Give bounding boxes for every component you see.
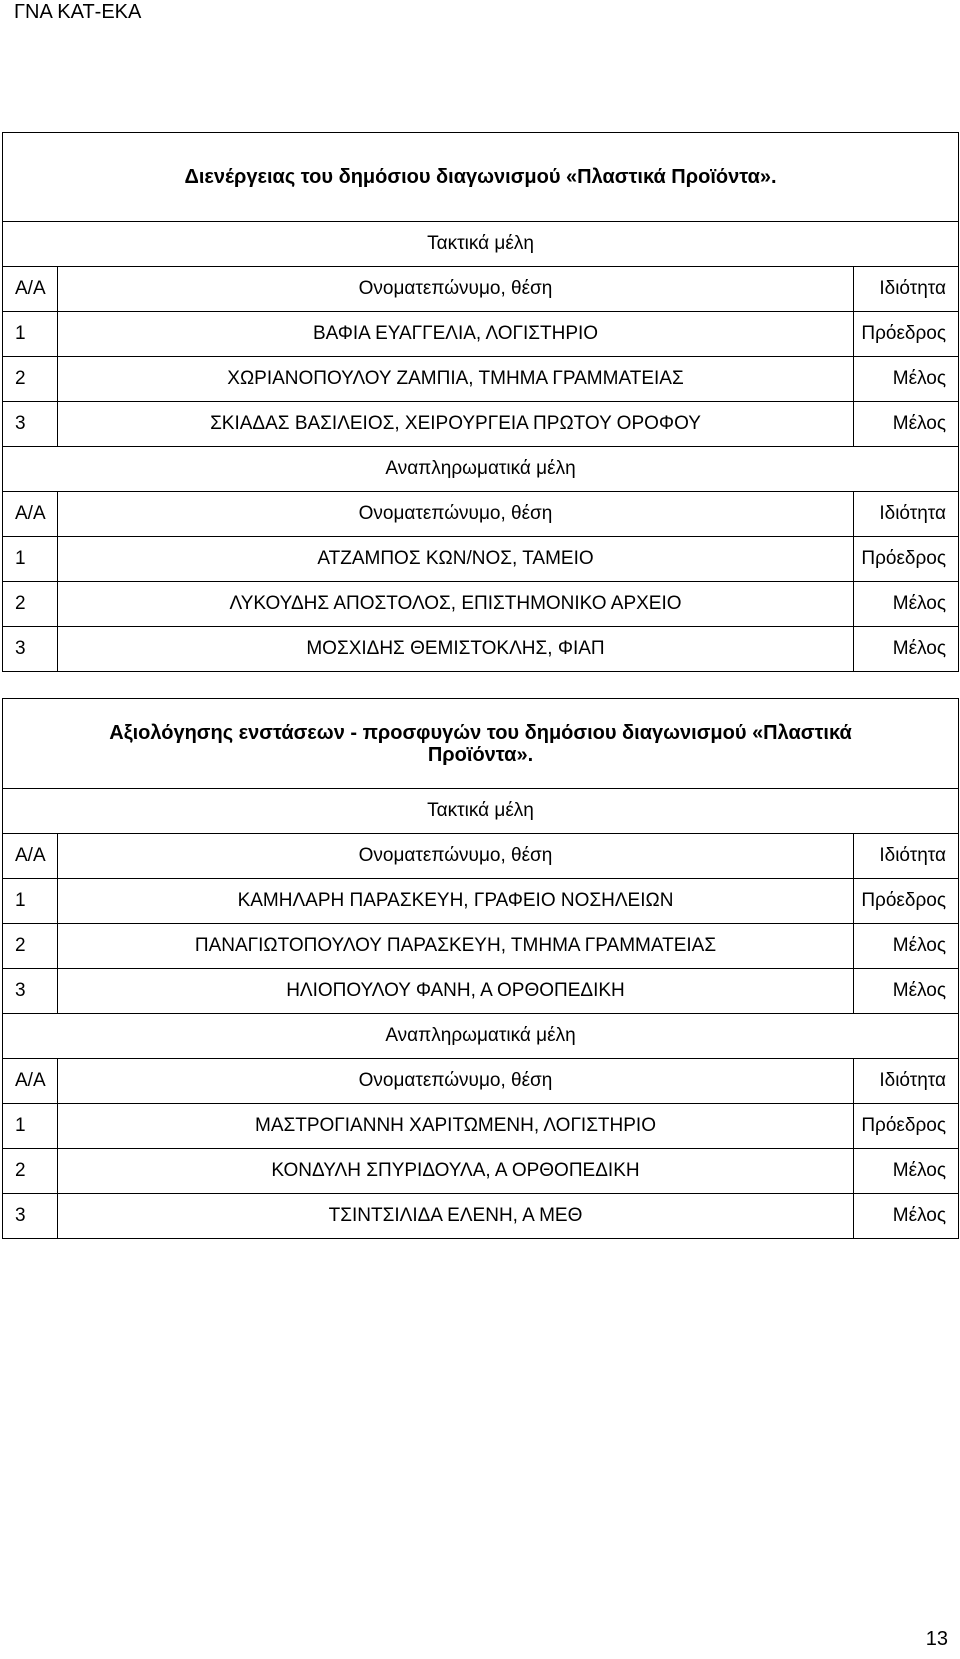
table-title-row [3,699,959,789]
column-header-row [3,492,959,537]
member-name: ΚΑΜΗΛΑΡΗ ΠΑΡΑΣΚΕΥΗ, ΓΡΑΦΕΙΟ ΝΟΣΗΛΕΙΩΝ [58,879,854,924]
column-header-row [3,834,959,879]
table-row [3,627,959,672]
member-num: 2 [3,357,58,402]
member-num: 1 [3,537,58,582]
table-row [3,537,959,582]
table-row [3,357,959,402]
member-num: 3 [3,627,58,672]
section-label-regular: Τακτικά μέλη [3,789,959,834]
table-title [3,699,959,789]
member-role: Μέλος [854,924,959,969]
member-name: ΠΑΝΑΓΙΩΤΟΠΟΥΛΟΥ ΠΑΡΑΣΚΕΥΗ, ΤΜΗΜΑ ΓΡΑΜΜΑΤΕΙΑΣ [58,924,854,969]
column-header-role: Ιδιότητα [854,267,959,312]
member-role: Μέλος [854,402,959,447]
table-row [3,924,959,969]
table-row [3,312,959,357]
member-name: ΛΥΚΟΥΔΗΣ ΑΠΟΣΤΟΛΟΣ, ΕΠΙΣΤΗΜΟΝΙΚΟ ΑΡΧΕΙΟ [58,582,854,627]
member-num: 1 [3,879,58,924]
column-header-name: Ονοματεπώνυμο, θέση [58,834,854,879]
section-row-regular [3,789,959,834]
page-header: ΓΝΑ ΚΑΤ-ΕΚΑ [14,1,142,23]
table-row [3,969,959,1014]
section-label-alternate: Αναπληρωματικά μέλη [3,1014,959,1059]
member-name: ΑΤΖΑΜΠΟΣ ΚΩΝ/ΝΟΣ, ΤΑΜΕΙΟ [58,537,854,582]
member-role: Μέλος [854,582,959,627]
member-name: ΣΚΙΑΔΑΣ ΒΑΣΙΛΕΙΟΣ, ΧΕΙΡΟΥΡΓΕΙΑ ΠΡΩΤΟΥ ΟΡΟΦΟΥ [58,402,854,447]
member-name: ΚΟΝΔΥΛΗ ΣΠΥΡΙΔΟΥΛΑ, Α ΟΡΘΟΠΕΔΙΚΗ [58,1149,854,1194]
member-num: 2 [3,582,58,627]
member-role: Πρόεδρος [854,879,959,924]
section-row-alternate [3,1014,959,1059]
column-header-name: Ονοματεπώνυμο, θέση [58,267,854,312]
table-row [3,402,959,447]
column-header-num: Α/Α [3,834,58,879]
section-row-regular [3,222,959,267]
column-header-role: Ιδιότητα [854,492,959,537]
member-name: ΜΟΣΧΙΔΗΣ ΘΕΜΙΣΤΟΚΛΗΣ, ΦΙΑΠ [58,627,854,672]
table-row [3,879,959,924]
table-title-line-2: Προϊόντα». [427,743,534,766]
member-name: ΜΑΣΤΡΟΓΙΑΝΝΗ ΧΑΡΙΤΩΜΕΝΗ, ΛΟΓΙΣΤΗΡΙΟ [58,1104,854,1149]
member-role: Μέλος [854,1194,959,1239]
column-header-row [3,1059,959,1104]
table-row [3,1104,959,1149]
member-name: ΗΛΙΟΠΟΥΛΟΥ ΦΑΝΗ, Α ΟΡΘΟΠΕΔΙΚΗ [58,969,854,1014]
table-title: Διενέργειας του δημόσιου διαγωνισμού «Πλαστικά Προϊόντα». [3,133,959,222]
member-name: ΧΩΡΙΑΝΟΠΟΥΛΟΥ ΖΑΜΠΙΑ, ΤΜΗΜΑ ΓΡΑΜΜΑΤΕΙΑΣ [58,357,854,402]
section-row-alternate [3,447,959,492]
column-header-num: Α/Α [3,492,58,537]
table-title-row [3,133,959,222]
table-title-line-1: Αξιολόγησης ενστάσεων - προσφυγών του δημόσιου διαγωνισμού «Πλαστικά [109,721,852,744]
member-name: ΒΑΦΙΑ ΕΥΑΓΓΕΛΙΑ, ΛΟΓΙΣΤΗΡΙΟ [58,312,854,357]
member-num: 3 [3,402,58,447]
member-role: Μέλος [854,1149,959,1194]
column-header-row [3,267,959,312]
member-role: Πρόεδρος [854,537,959,582]
member-num: 3 [3,1194,58,1239]
table-row [3,1194,959,1239]
column-header-num: Α/Α [3,1059,58,1104]
member-num: 2 [3,1149,58,1194]
column-header-name: Ονοματεπώνυμο, θέση [58,1059,854,1104]
member-num: 1 [3,312,58,357]
member-role: Μέλος [854,627,959,672]
member-role: Πρόεδρος [854,312,959,357]
table-row [3,582,959,627]
column-header-role: Ιδιότητα [854,1059,959,1104]
member-name: ΤΣΙΝΤΣΙΛΙΔΑ ΕΛΕΝΗ, Α ΜΕΘ [58,1194,854,1239]
member-role: Μέλος [854,357,959,402]
member-num: 2 [3,924,58,969]
page-number: 13 [925,1628,948,1650]
column-header-num: Α/Α [3,267,58,312]
member-role: Μέλος [854,969,959,1014]
section-label-alternate: Αναπληρωματικά μέλη [3,447,959,492]
committee-table-tender [2,132,959,672]
section-label-regular: Τακτικά μέλη [3,222,959,267]
table-row [3,1149,959,1194]
column-header-role: Ιδιότητα [854,834,959,879]
member-num: 1 [3,1104,58,1149]
member-num: 3 [3,969,58,1014]
member-role: Πρόεδρος [854,1104,959,1149]
column-header-name: Ονοματεπώνυμο, θέση [58,492,854,537]
committee-table-objections [2,698,959,1239]
